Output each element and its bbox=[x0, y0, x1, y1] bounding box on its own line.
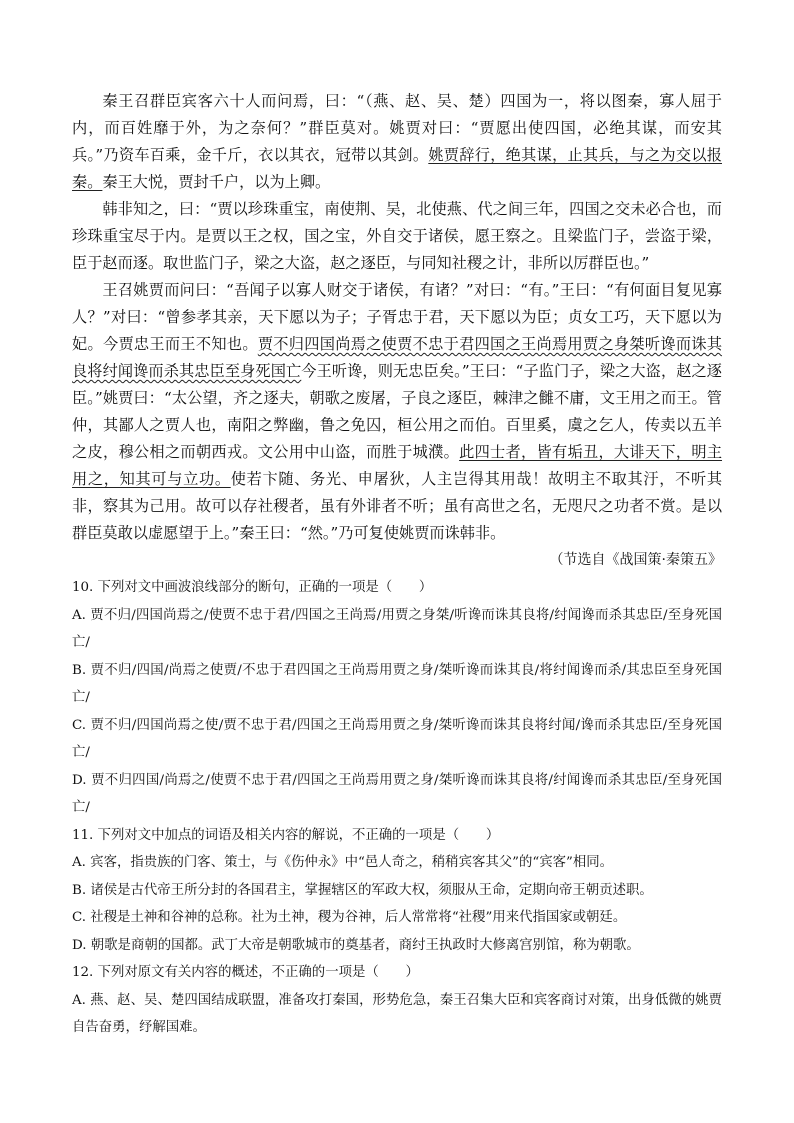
passage-paragraph-2: 韩非知之，曰：“贾以珍珠重宝，南使荆、吴，北使燕、代之间三年，四国之交未必合也，而珍珠重宝尽于内。是贾以王之权，国之宝，外自交于诸侯，愿王察之。且梁监门子，尝盗于梁，臣于赵而逐。取世监门子，梁之大盗，赵之逐臣，与同知社稷之计，非所以厉群臣也。” bbox=[72, 200, 722, 272]
passage-text: 秦王大悦，贾封千户，以为上卿。 bbox=[102, 173, 331, 191]
passage-paragraph-1 bbox=[72, 88, 722, 196]
passage-text: 使若卞随、务光、申屠狄，人主岂得其用哉！故明主不取其汙，不听其非，察其为己用。故可以存社稷者，虽有外诽者不听；虽有高世之名，无咫尺之功者不赏。是以群臣莫敢以虚愿望于上。”秦王曰：“然。”乃可复使姚贾而诛韩非。 bbox=[72, 470, 723, 542]
option-d: D. 贾不归四国/尚焉之/使贾不忠于君/四国之王尚焉用贾之身/桀听谗而诛其良将/纣闻谗而杀其忠臣/至身死国亡/ bbox=[72, 772, 722, 815]
question-stem: 12. 下列对原文有关内容的概述，不正确的一项是（ ） bbox=[72, 965, 419, 980]
passage-paragraph-3 bbox=[72, 277, 722, 547]
passage-source: （节选自《战国策·秦策五》 bbox=[549, 552, 722, 568]
passage-text: 秦王召群臣宾客六十人而问焉，曰：“（燕、赵、吴、楚）四国为一，将以图秦，寡人屈于内，而百姓靡于外，为之奈何？”群臣莫对。姚贾对曰：“贾愿出使四国，必绝其谋，而安其兵。”乃资车百乘，金千斤，衣以其衣，冠带以其剑。 bbox=[72, 92, 722, 164]
question-12 bbox=[72, 959, 722, 1042]
question-stem: 11. 下列对文中加点的词语及相关内容的解说，不正确的一项是（ ） bbox=[72, 827, 500, 843]
passage-text: 今王听谗，则无忠臣矣。”王曰：“子监门子，梁之大盗，赵之逐臣。”姚贾曰：“太公望，齐之逐夫，朝歌之废屠，子良之逐臣，棘津之雠不庸，文王用之而王。管仲，其鄙人之贾人也，南阳之弊幽，鲁之免囚，桓公用之而伯。百里奚，虞之乞人，传卖以五羊之皮，穆公相之而朝西戎。文公用中山盗，而胜于城濮。 bbox=[72, 362, 722, 461]
option-c: C. 贾不归/四国尚焉之使/贾不忠于君/四国之王尚焉用贾之身/桀听谗而诛其良将纣闻/谗而杀其忠臣/至身死国亡/ bbox=[72, 717, 722, 760]
question-11 bbox=[72, 822, 722, 960]
wavy-underlined-segment: 贾不归四国尚焉之使贾不忠于君四国之王尚焉用贾之身桀听谗而诛其良将纣闻谗而杀其忠臣至身死国亡 bbox=[72, 335, 723, 380]
question-10 bbox=[72, 574, 722, 822]
question-stem: 10. 下列对文中画波浪线部分的断句，正确的一项是（ ） bbox=[72, 580, 433, 595]
underlined-sentence: 姚贾辞行，绝其谋，止其兵，与之为交以报秦。 bbox=[72, 146, 722, 191]
option-c: C. 社稷是土神和谷神的总称。社为土神，稷为谷神，后人常常将“社稷”用来代指国家或朝廷。 bbox=[72, 910, 627, 925]
option-b: B. 诸侯是古代帝王所分封的各国君主，掌握辖区的军政大权，须服从王命，定期向帝王朝贡述职。 bbox=[72, 882, 653, 898]
option-b: B. 贾不归/四国/尚焉之使贾/不忠于君四国之王尚焉用贾之身/桀听谗而诛其良/将纣闻谗而杀/其忠臣至身死国亡/ bbox=[72, 662, 722, 705]
option-d: D. 朝歌是商朝的国都。武丁大帝是朝歌城市的奠基者，商纣王执政时大修离宫别馆，称为朝歌。 bbox=[72, 937, 640, 953]
underlined-sentence: 此四士者，皆有垢丑，大诽天下，明主用之，知其可与立功。 bbox=[72, 443, 723, 488]
option-a: A. 燕、赵、吴、楚四国结成联盟，准备攻打秦国，形势危急，秦王召集大臣和宾客商讨对策，出身低微的姚贾自告奋勇，纾解国难。 bbox=[72, 992, 722, 1035]
option-a: A. 宾客，指贵族的门客、策士，与《伤仲永》中“邑人奇之，稍稍宾客其父”的“宾客”相同。 bbox=[72, 855, 614, 870]
option-a: A. 贾不归/四国尚焉之/使贾不忠于君/四国之王尚焉/用贾之身桀/听谗而诛其良将/纣闻谗而杀其忠臣/至身死国亡/ bbox=[72, 607, 722, 650]
passage-text: 王召姚贾而问曰：“吾闻子以寡人财交于诸侯，有诸？”对曰：“有。”王曰：“有何面目复见寡人？”对曰：“曾参孝其亲，天下愿以为子；子胥忠于君，天下愿以为臣；贞女工巧，天下愿以为妃。今贾忠王而王不知也。 bbox=[72, 281, 722, 353]
exam-page bbox=[72, 88, 722, 1042]
